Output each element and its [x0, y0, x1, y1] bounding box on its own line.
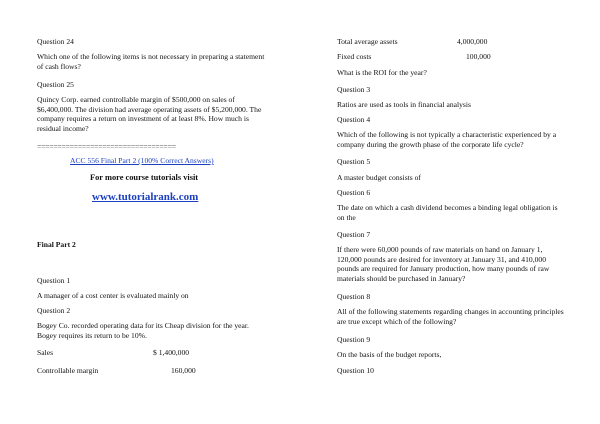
question-1-text: A manager of a cost center is evaluated mainly on — [37, 291, 189, 300]
question-2-text: Bogey Co. recorded operating data for its Cheap division for the year. Bogey requires its return to be 10%. — [37, 321, 249, 340]
question-8-text: All of the following statements regarding changes in accounting principles are true except which of the following? — [337, 307, 564, 326]
question-25-label: Question 25 — [37, 80, 74, 89]
question-1-label: Question 1 — [37, 276, 71, 285]
question-8-label: Question 8 — [337, 292, 371, 301]
question-10-label: Question 10 — [337, 366, 374, 375]
question-9-label: Question 9 — [337, 335, 371, 344]
total-average-assets-label: Total average assets — [337, 37, 398, 46]
question-3-label: Question 3 — [337, 85, 371, 94]
question-3-text: Ratios are used as tools in financial analysis — [337, 100, 471, 109]
question-4-text: Which of the following is not typically a characteristic experienced by a company during the growth phase of the corporate life cycle? — [337, 130, 557, 149]
question-6-label: Question 6 — [337, 188, 371, 197]
question-25-text: Quincy Corp. earned controllable margin of $500,000 on sales of $6,400,000. The division had average operating assets of $5,200,000. The company requires a return on investment of at least 8%. How much is residual income? — [37, 95, 262, 134]
site-link[interactable]: www.tutorialrank.com — [92, 191, 199, 203]
question-9-text: On the basis of the budget reports, — [337, 350, 442, 359]
question-7-label: Question 7 — [337, 230, 371, 239]
question-7-text: If there were 60,000 pounds of raw materials on hand on January 1, 120,000 pounds are desired for inventory at January 31, and 410,000 pounds are required for January production, how many pounds of raw materials should be purchased in January? — [337, 245, 550, 284]
question-5-text: A master budget consists of — [337, 173, 421, 182]
question-24-label: Question 24 — [37, 37, 74, 46]
question-24-text: Which one of the following items is not necessary in preparing a statement of cash flows? — [37, 52, 265, 71]
course-link[interactable]: ACC 556 Final Part 2 (100% Correct Answers) — [70, 156, 214, 165]
question-2-label: Question 2 — [37, 306, 71, 315]
separator-rule: ================================== — [37, 142, 176, 151]
question-5-label: Question 5 — [337, 157, 371, 166]
sales-label: Sales — [37, 348, 54, 357]
fixed-costs-label: Fixed costs — [337, 52, 372, 61]
fixed-costs-value: 100,000 — [466, 52, 491, 61]
controllable-margin-label: Controllable margin — [37, 366, 99, 375]
sales-value: $ 1,400,000 — [153, 348, 190, 357]
question-6-text: The date on which a cash dividend becomes a binding legal obligation is on the — [337, 203, 558, 222]
final-part-2-heading: Final Part 2 — [37, 240, 76, 249]
roi-question-text: What is the ROI for the year? — [337, 68, 427, 77]
total-average-assets-value: 4,000,000 — [457, 37, 488, 46]
question-4-label: Question 4 — [337, 115, 371, 124]
tutorials-text: For more course tutorials visit — [90, 173, 199, 182]
controllable-margin-value: 160,000 — [171, 366, 196, 375]
